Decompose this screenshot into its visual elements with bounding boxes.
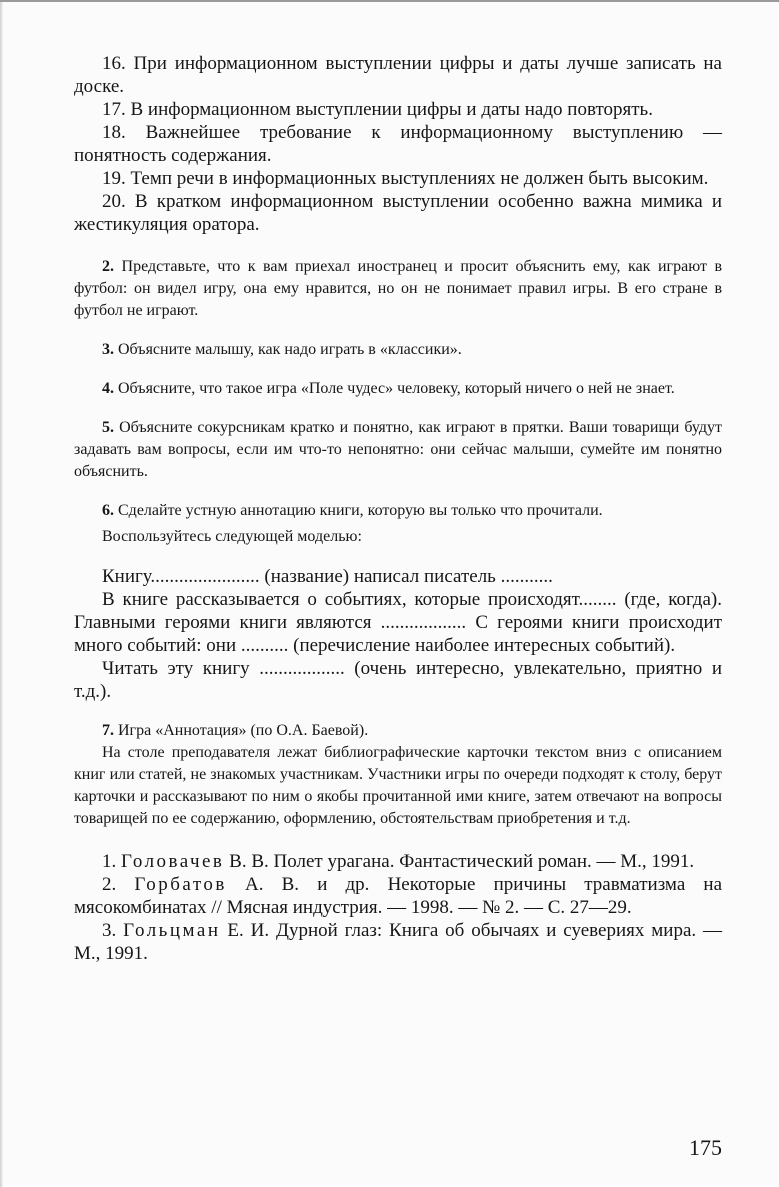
task-7-description: На столе преподавателя лежат библиографические карточки текстом вниз с описанием книг или статей, не знакомых участникам. Участники игры по очереди подходят к столу, берут карточки и рассказывают по ним о якобы прочитанной ими книге, затем отвечают на вопросы товарищей по ее содержанию, оформлению, обстоятельствам приобретения и т.д. xyxy=(74,744,722,827)
task-7-text: Игра «Аннотация» (по О.А. Баевой). xyxy=(118,722,369,739)
task-6-number: 6. xyxy=(102,502,114,519)
reference-1 xyxy=(74,850,722,873)
reference-1-number: 1. xyxy=(102,851,117,872)
page-number: 175 xyxy=(689,1135,722,1160)
reference-3-number: 3. xyxy=(102,920,117,941)
reference-2 xyxy=(74,873,722,919)
statement-19: 19. Темп речи в информационных выступлениях не должен быть высоким. xyxy=(102,168,709,189)
task-7 xyxy=(74,720,722,742)
model-line-2: В книге рассказывается о событиях, которые происходят........ (где, когда). Главными героями книги являются .................. С героями книги происходит много событий: они .......... (перечисление наиболее интересных событий). xyxy=(74,589,722,656)
task-2-text: Представьте, что к вам приехал иностранец и просит объяснить ему, как играют в футбол: он видел игру, она ему нравится, но он не понимает правил игры. В его стране в футбол не играют. xyxy=(74,258,723,319)
reference-1-rest: В. В. Полет урагана. Фантастический роман. — М., 1991. xyxy=(224,851,695,872)
task-4-text: Объясните, что такое игра «Поле чудес» человеку, который ничего о ней не знает. xyxy=(118,380,675,397)
statement-18: 18. Важнейшее требование к информационному выступлению — понятность содержания. xyxy=(74,122,722,166)
page-edge-shadow xyxy=(0,2,3,1187)
reference-3-rest: Е. И. Дурной глаз: Книга об обычаях и суевериях мира. — М., 1991. xyxy=(74,920,723,964)
reference-3 xyxy=(74,919,722,965)
reference-2-author: Горбатов xyxy=(134,874,227,895)
task-6-model-intro: Воспользуйтесь следующей моделью: xyxy=(102,528,362,545)
statement-20: 20. В кратком информационном выступлении особенно важна мимика и жестикуляция оратора. xyxy=(74,191,722,235)
task-5-number: 5. xyxy=(102,419,114,436)
task-4 xyxy=(74,378,722,400)
statement-17: 17. В информационном выступлении цифры и даты надо повторять. xyxy=(102,99,653,120)
task-3-text: Объясните малышу, как надо играть в «классики». xyxy=(118,341,462,358)
task-2-number: 2. xyxy=(102,258,114,275)
task-3-number: 3. xyxy=(102,341,114,358)
task-2 xyxy=(74,256,722,322)
task-5 xyxy=(74,417,722,483)
statement-16: 16. При информационном выступлении цифры и даты лучше записать на доске. xyxy=(74,53,722,97)
task-7-number: 7. xyxy=(102,722,114,739)
task-3 xyxy=(74,339,722,361)
model-line-1: Книгу....................... (название) написал писатель ........... xyxy=(102,566,553,587)
reference-3-author: Гольцман xyxy=(123,920,221,941)
reference-2-number: 2. xyxy=(102,874,117,895)
model-line-3: Читать эту книгу .................. (очень интересно, увлекательно, приятно и т.д.). xyxy=(74,658,722,702)
reference-2-rest: А. В. и др. Некоторые причины травматизма на мясокомбинатах // Мясная индустрия. — 1998. — № 2. — С. 27—29. xyxy=(74,874,723,918)
page-content xyxy=(74,52,722,965)
task-6 xyxy=(74,500,722,522)
task-4-number: 4. xyxy=(102,380,114,397)
reference-1-author: Головачев xyxy=(121,851,225,872)
task-6-text: Сделайте устную аннотацию книги, которую вы только что прочитали. xyxy=(118,502,603,519)
task-5-text: Объясните сокурсникам кратко и понятно, как играют в прятки. Ваши товарищи будут задавать вам вопросы, если им что-то непонятно: они сейчас малыши, сумейте им понятно объяснить. xyxy=(74,419,722,480)
